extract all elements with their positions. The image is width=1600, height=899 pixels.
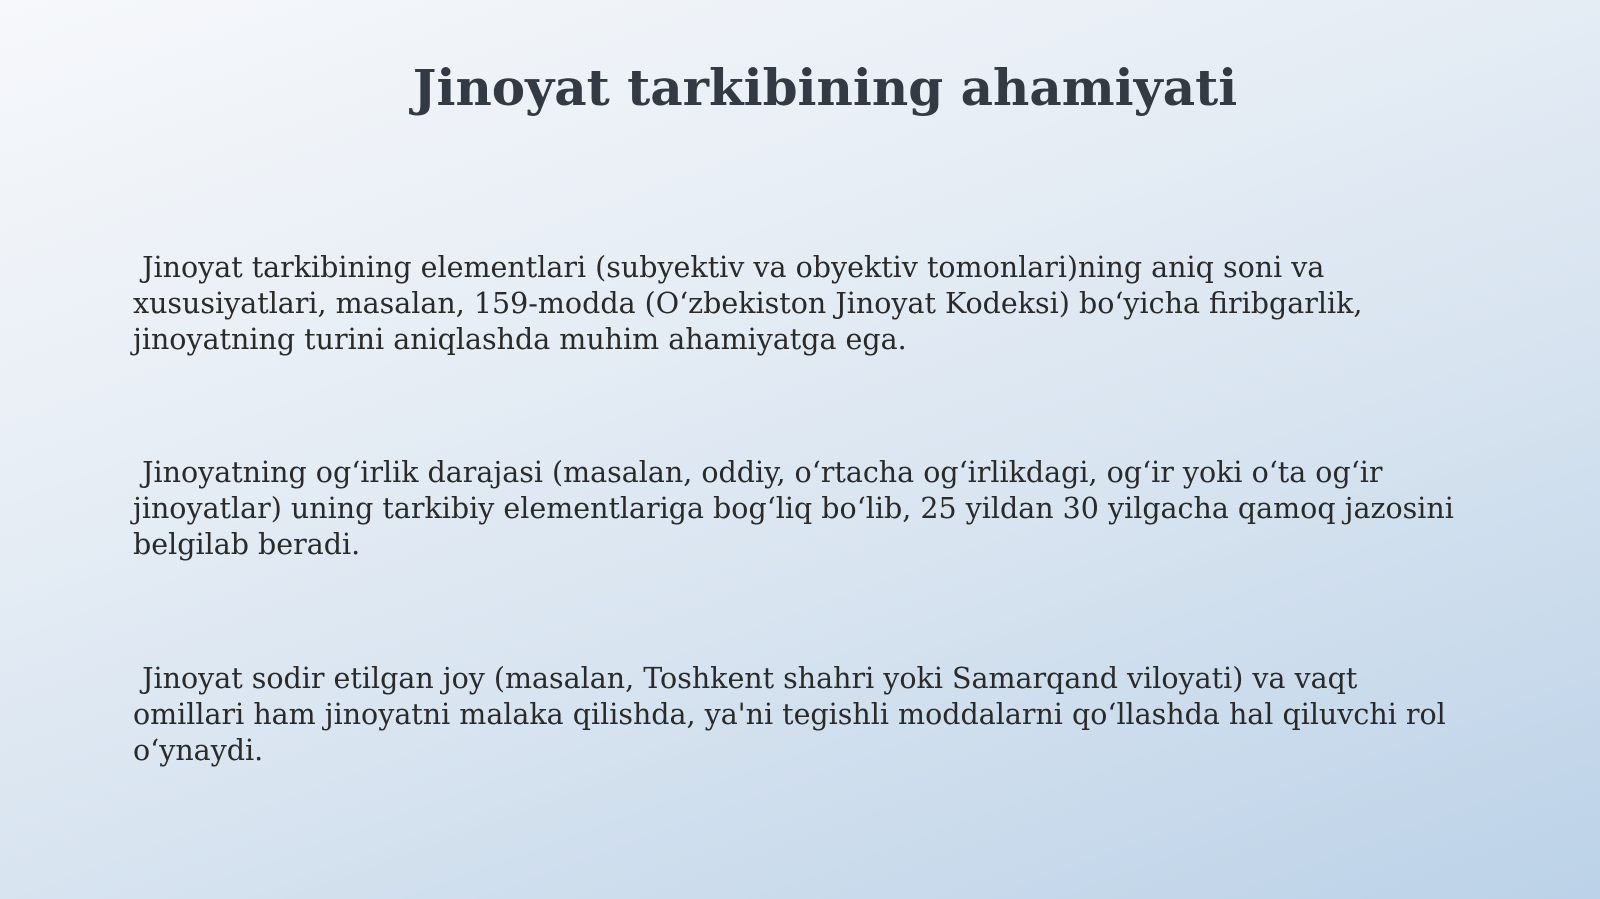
paragraph-place-time: Jinoyat sodir etilgan joy (masalan, Toshkent shahri yoki Samarqand viloyati) va vaqt omillari ham jinoyatni malaka qilishda, ya'ni tegishli moddalarni qo‘llashda hal qiluvchi rol o‘ynaydi.	[133, 662, 1455, 767]
paragraph-elements: Jinoyat tarkibining elementlari (subyektiv va obyektiv tomonlari)ning aniq soni va xususiyatlari, masalan, 159-modda (O‘zbekiston Jinoyat Kodeksi) bo‘yicha firibgarlik, jinoyatning turini aniqlashda muhim ahamiyatga ega.	[133, 251, 1372, 356]
paragraph-severity: Jinoyatning og‘irlik darajasi (masalan, oddiy, o‘rtacha og‘irlikdagi, og‘ir yoki o‘ta og‘ir jinoyatlar) uning tarkibiy elementlariga bog‘liq bo‘lib, 25 yildan 30 yilgacha qamoq jazosini belgilab beradi.	[133, 456, 1463, 561]
slide-title: Jinoyat tarkibining ahamiyati	[412, 58, 1238, 117]
